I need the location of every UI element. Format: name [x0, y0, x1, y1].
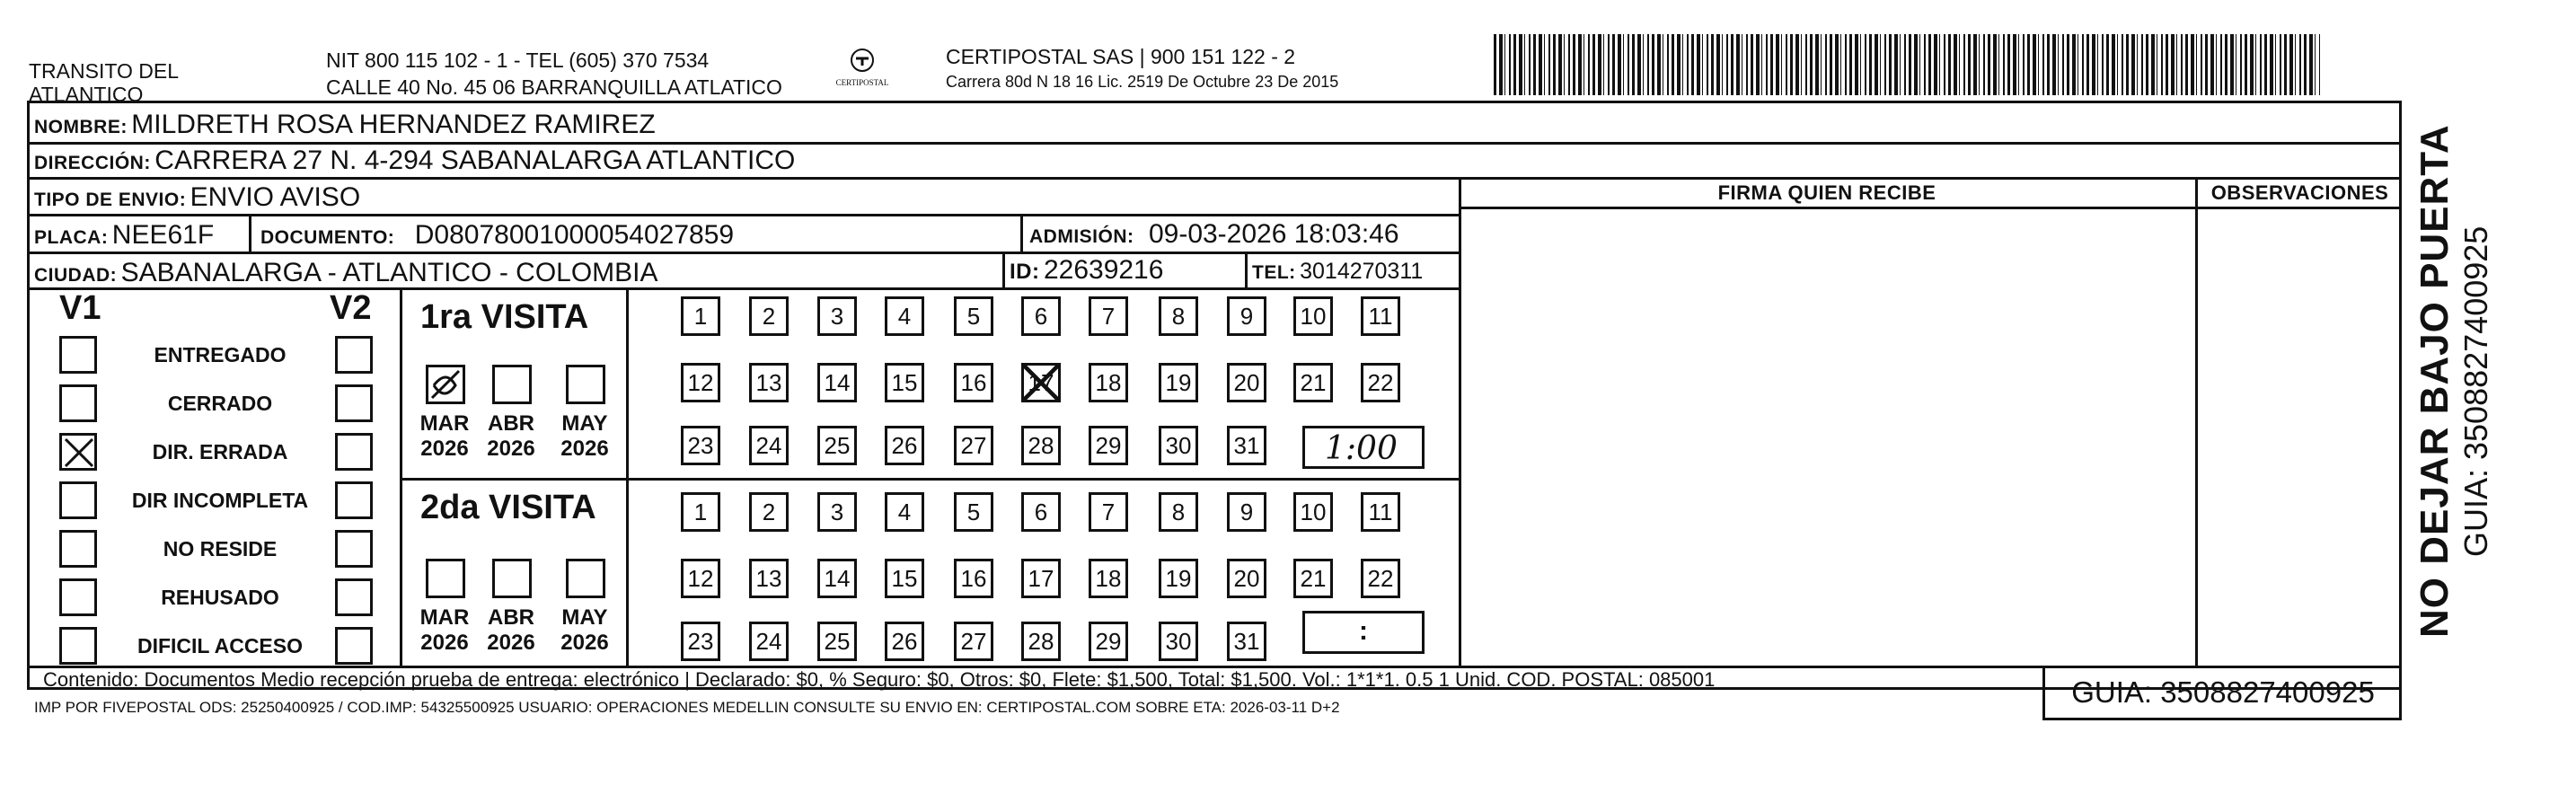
day-checkbox[interactable]: 30: [1159, 426, 1198, 465]
day-checkbox[interactable]: 16: [954, 363, 993, 402]
license-line: Carrera 80d N 18 16 Lic. 2519 De Octubre 23 De 2015: [946, 73, 1339, 91]
status-label: DIFICIL ACCESO: [137, 634, 303, 657]
nombre-label: NOMBRE:: [34, 117, 128, 137]
day-checkbox[interactable]: 26: [885, 426, 924, 465]
documento-value: D08078001000054027859: [414, 220, 735, 250]
day-checkbox[interactable]: 1: [681, 296, 720, 336]
day-checkbox[interactable]: 2: [749, 492, 789, 532]
org-contact: [326, 49, 782, 99]
admision-value: 09-03-2026 18:03:46: [1148, 219, 1399, 249]
day-checkbox[interactable]: 13: [749, 559, 789, 598]
v2-checkbox[interactable]: [335, 384, 373, 422]
guia-right: [2399, 666, 2402, 719]
tipo-value: ENVIO AVISO: [190, 182, 361, 212]
month-label: ABR: [488, 411, 534, 436]
status-label: NO RESIDE: [163, 537, 278, 560]
tel-row: [1252, 259, 1423, 285]
day-checkbox[interactable]: 27: [954, 426, 993, 465]
day-checkbox[interactable]: 5: [954, 296, 993, 336]
day-checkbox[interactable]: 14: [817, 363, 857, 402]
day-checkbox[interactable]: 18: [1089, 363, 1128, 402]
day-checkbox[interactable]: 9: [1227, 296, 1266, 336]
v2-checkbox[interactable]: [335, 530, 373, 568]
day-checkbox[interactable]: 28: [1021, 622, 1061, 661]
placa-value: NEE61F: [111, 220, 215, 250]
day-checkbox[interactable]: 3: [817, 492, 857, 532]
org-name: [29, 59, 179, 106]
day-checkbox[interactable]: 24: [749, 622, 789, 661]
day-checkbox[interactable]: 6: [1021, 296, 1061, 336]
documento-row: [260, 220, 734, 251]
v2-label: V2: [330, 289, 372, 327]
company-line: CERTIPOSTAL SAS | 900 151 122 - 2: [946, 45, 1296, 68]
month-label: ABR: [488, 605, 534, 630]
day-checkbox[interactable]: 21: [1293, 559, 1333, 598]
day-checkbox[interactable]: 30: [1159, 622, 1198, 661]
day-checkbox[interactable]: 4: [885, 492, 924, 532]
v2-checkbox[interactable]: [335, 336, 373, 374]
day-checkbox[interactable]: 17: [1021, 559, 1061, 598]
row-divider: [27, 251, 1459, 254]
month-checkbox[interactable]: [426, 559, 465, 598]
day-checkbox[interactable]: 8: [1159, 296, 1198, 336]
status-label: DIR. ERRADA: [152, 440, 288, 463]
day-checkbox[interactable]: 4: [885, 296, 924, 336]
visit2-time-box[interactable]: :: [1302, 611, 1425, 654]
day-checkbox[interactable]: 10: [1293, 296, 1333, 336]
month-checkbox[interactable]: [492, 365, 532, 404]
status-label: CERRADO: [167, 392, 273, 415]
firma-header: FIRMA QUIEN RECIBE: [1717, 181, 1936, 204]
visit1-time-box[interactable]: [1302, 426, 1425, 469]
org-line-1: TRANSITO DEL: [29, 59, 179, 83]
day-checkbox[interactable]: 23: [681, 622, 720, 661]
direccion-row: [34, 146, 795, 176]
footer-imp-line: IMP POR FIVEPOSTAL ODS: 25250400925 / COD.IMP: 54325500925 USUARIO: OPERACIONES MEDELLIN CONSULTE SU ENVIO EN: CERTIPOSTAL.COM SOBRE ETA: 2026-03-11 D+2: [34, 699, 1340, 716]
status-divider: [400, 287, 402, 666]
day-checkbox[interactable]: 23: [681, 426, 720, 465]
day-checkbox[interactable]: 9: [1227, 492, 1266, 532]
v2-checkbox[interactable]: [335, 481, 373, 519]
visit2-title: 2da VISITA: [420, 489, 596, 526]
id-value: 22639216: [1043, 255, 1164, 285]
documento-label: DOCUMENTO:: [260, 227, 395, 248]
day-checkbox[interactable]: 25: [817, 622, 857, 661]
v2-checkbox[interactable]: [335, 627, 373, 665]
tipo-label: TIPO DE ENVIO:: [34, 190, 187, 210]
v2-checkbox[interactable]: [335, 433, 373, 471]
direccion-value: CARRERA 27 N. 4-294 SABANALARGA ATLANTICO: [154, 146, 796, 175]
tipo-row: [34, 182, 360, 213]
day-checkbox[interactable]: 7: [1089, 492, 1128, 532]
row-divider: [1459, 207, 2402, 209]
day-checkbox[interactable]: 28: [1021, 426, 1061, 465]
visit-separator: [400, 478, 1459, 481]
tel-value: 3014270311: [1300, 259, 1424, 284]
day-checkbox[interactable]: 3: [817, 296, 857, 336]
visit1-time-handwritten: 1:00: [1325, 430, 1398, 467]
day-checkbox[interactable]: 26: [885, 622, 924, 661]
day-checkbox[interactable]: 29: [1089, 622, 1128, 661]
col-divider: [1459, 177, 1461, 666]
day-checkbox[interactable]: 22: [1361, 559, 1400, 598]
day-checkbox[interactable]: 5: [954, 492, 993, 532]
row-divider: [27, 177, 2402, 180]
side-no-dejar-text: NO DEJAR BAJO PUERTA: [2413, 124, 2457, 638]
nombre-value: MILDRETH ROSA HERNANDEZ RAMIREZ: [131, 110, 656, 139]
guia-bottom: [2042, 718, 2402, 720]
day-checkbox[interactable]: 13: [749, 363, 789, 402]
col-divider: [1002, 251, 1005, 287]
day-checkbox[interactable]: 11: [1361, 492, 1400, 532]
day-checkbox[interactable]: 6: [1021, 492, 1061, 532]
day-checkbox[interactable]: 17: [1021, 363, 1061, 402]
day-checkbox[interactable]: 21: [1293, 363, 1333, 402]
admision-row: [1029, 219, 1399, 250]
barcode: [1494, 34, 2320, 95]
day-checkbox[interactable]: 16: [954, 559, 993, 598]
day-checkbox[interactable]: 1: [681, 492, 720, 532]
month-checkbox[interactable]: [426, 365, 465, 404]
col-divider: [1245, 251, 1248, 287]
day-checkbox[interactable]: 31: [1227, 622, 1266, 661]
row-divider: [27, 214, 1459, 216]
month-year: 2026: [487, 631, 535, 655]
direccion-label: DIRECCIÓN:: [34, 153, 151, 173]
v2-checkbox[interactable]: [335, 578, 373, 616]
id-row: [1010, 255, 1163, 286]
ciudad-label: CIUDAD:: [34, 265, 118, 286]
placa-row: [34, 220, 214, 251]
day-checkbox[interactable]: 10: [1293, 492, 1333, 532]
month-label: MAY: [561, 605, 608, 630]
month-year: 2026: [487, 437, 535, 461]
month-year: 2026: [420, 437, 469, 461]
logo-text: CERTIPOSTAL: [835, 78, 889, 87]
footer-guia: GUIA: 3508827400925: [2071, 675, 2375, 709]
col-divider: [249, 214, 251, 251]
day-checkbox[interactable]: 14: [817, 559, 857, 598]
placa-label: PLACA:: [34, 227, 109, 248]
tel-label: TEL:: [1252, 262, 1296, 283]
month-year: 2026: [560, 437, 609, 461]
status-label: REHUSADO: [161, 586, 279, 609]
ciudad-row: [34, 258, 658, 288]
ciudad-value: SABANALARGA - ATLANTICO - COLOMBIA: [120, 258, 658, 287]
certipostal-logo: [826, 47, 898, 87]
day-checkbox[interactable]: 12: [681, 559, 720, 598]
id-label: ID:: [1010, 260, 1040, 284]
day-checkbox[interactable]: 31: [1227, 426, 1266, 465]
side-guia-text: GUIA: 3508827400925: [2457, 225, 2494, 557]
day-checkbox[interactable]: 15: [885, 363, 924, 402]
observaciones-header: OBSERVACIONES: [2210, 181, 2389, 204]
guia-divider: [2042, 666, 2045, 719]
day-checkbox[interactable]: 22: [1361, 363, 1400, 402]
address-line: CALLE 40 No. 45 06 BARRANQUILLA ATLATICO: [326, 75, 782, 99]
month-checkbox[interactable]: [492, 559, 532, 598]
logo-icon: [849, 47, 876, 74]
day-checkbox[interactable]: 24: [749, 426, 789, 465]
month-year: 2026: [560, 631, 609, 655]
month-year: 2026: [420, 631, 469, 655]
nit-line: NIT 800 115 102 - 1 - TEL (605) 370 7534: [326, 49, 710, 72]
status-label: ENTREGADO: [154, 343, 287, 366]
visit-divider: [626, 287, 629, 666]
col-divider: [2195, 177, 2198, 666]
status-label: DIR INCOMPLETA: [131, 489, 309, 512]
col-divider: [1020, 214, 1023, 251]
day-checkbox[interactable]: 20: [1227, 363, 1266, 402]
day-checkbox[interactable]: 15: [885, 559, 924, 598]
nombre-row: [34, 110, 656, 140]
day-checkbox[interactable]: 2: [749, 296, 789, 336]
visit1-title: 1ra VISITA: [420, 298, 589, 336]
v1-label: V1: [59, 289, 101, 327]
day-checkbox[interactable]: 19: [1159, 363, 1198, 402]
row-divider: [27, 142, 2402, 145]
company-info: [946, 45, 1338, 92]
month-label: MAR: [419, 605, 470, 630]
month-label: MAR: [419, 411, 470, 436]
month-checkbox[interactable]: [566, 559, 605, 598]
day-checkbox[interactable]: 11: [1361, 296, 1400, 336]
day-checkbox[interactable]: 19: [1159, 559, 1198, 598]
admision-label: ADMISIÓN:: [1029, 226, 1134, 247]
org-line-2: ATLANTICO: [29, 83, 144, 106]
day-checkbox[interactable]: 7: [1089, 296, 1128, 336]
day-checkbox[interactable]: 12: [681, 363, 720, 402]
day-checkbox[interactable]: 29: [1089, 426, 1128, 465]
day-checkbox[interactable]: 27: [954, 622, 993, 661]
day-checkbox[interactable]: 25: [817, 426, 857, 465]
day-checkbox[interactable]: 8: [1159, 492, 1198, 532]
month-label: MAY: [561, 411, 608, 436]
footer-contents: Contenido: Documentos Medio recepción prueba de entrega: electrónico | Declarado: $0, % Seguro: $0, Otros: $0, Flete: $1,500, Total: $1,500. Vol.: 1*1*1. 0.5 1 Unid. COD. POSTAL: 085001: [43, 668, 1716, 691]
day-checkbox[interactable]: 18: [1089, 559, 1128, 598]
day-checkbox[interactable]: 20: [1227, 559, 1266, 598]
month-checkbox[interactable]: [566, 365, 605, 404]
